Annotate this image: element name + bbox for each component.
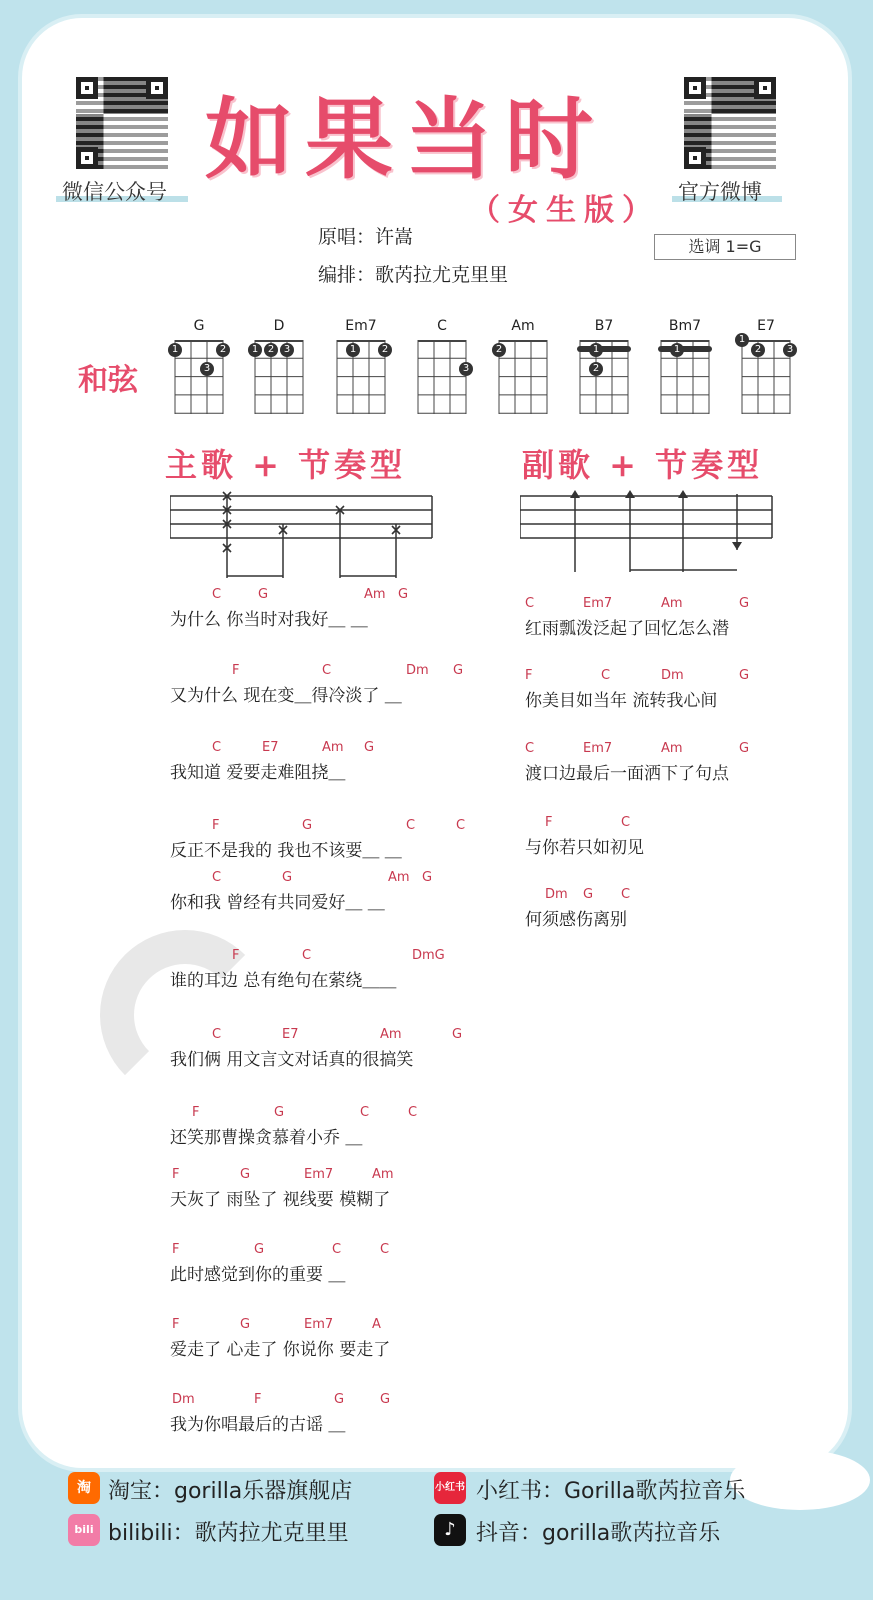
chord-symbol: DmG [412,948,445,963]
weibo-label: 官方微博 [678,180,762,204]
chord-symbol: C [456,818,466,833]
chord-symbol: C [212,740,222,755]
chorus-rhythm-pattern [520,490,775,580]
lyric-line: 爱走了 心走了 你说你 要走了 [170,1340,391,1360]
finger-dot: 1 [248,343,262,357]
chord-symbol: G [364,740,375,755]
lyric-line: 我为你唱最后的古谣 ＿ [170,1415,346,1435]
chord-symbol: F [232,948,240,963]
xiaohongshu-icon: 小红书 [434,1472,466,1504]
bilibili-icon: bili [68,1514,100,1546]
chord-symbol: C [380,1242,390,1257]
chord-symbol: C [525,596,535,611]
lyric-line: 谁的耳边 总有绝句在萦绕＿＿ [170,971,397,991]
chord-symbol: Am [661,741,683,756]
lyric-line: 你和我 曾经有共同爱好＿ ＿ [170,893,385,913]
bilibili-channel: bilibili：歌芮拉尤克里里 [108,1521,349,1546]
chord-symbol: G [240,1317,251,1332]
chord-symbol: Dm [661,668,684,683]
chord-symbol: F [545,815,553,830]
chord-symbol: G [282,870,293,885]
finger-dot: 1 [735,333,749,347]
weibo-qr-code [684,77,776,169]
chord-symbol: F [172,1317,180,1332]
finger-dot: 1 [670,343,684,357]
lyric-line: 红雨瓢泼泛起了回忆怎么潜 [525,619,729,639]
chords-section-label: 和弦 [78,363,138,398]
chord-diagram-e7 [737,318,795,418]
arranger: 编排：歌芮拉尤克里里 [318,264,509,286]
lyric-line: 又为什么 现在变＿得冷淡了 ＿ [170,686,402,706]
lyric-line: 何须感伤离别 [525,910,627,930]
chord-symbol: C [621,815,631,830]
song-title: 如果当时 [205,87,606,191]
chord-symbol: C [601,668,611,683]
chord-symbol: Dm [545,887,568,902]
chord-symbol: G [422,870,433,885]
wechat-qr-code [76,77,168,169]
chord-name: Bm7 [668,318,702,334]
chord-symbol: C [332,1242,342,1257]
chord-symbol: G [453,663,464,678]
chord-symbol: Em7 [304,1167,334,1182]
verse-section-title: 主歌 + 节奏型 [165,446,407,484]
chord-symbol: F [172,1242,180,1257]
lyric-line: 反正不是我的 我也不该要＿ ＿ [170,841,402,861]
finger-dot: 2 [751,343,765,357]
finger-dot: 2 [589,362,603,376]
chord-symbol: C [406,818,416,833]
chord-symbol: C [525,741,535,756]
chord-symbol: G [258,587,269,602]
lyric-line: 我们俩 用文言文对话真的很搞笑 [170,1050,414,1070]
chord-symbol: Am [380,1027,402,1042]
finger-dot: 3 [783,343,797,357]
original-singer: 原唱：许嵩 [318,226,414,248]
taobao-icon: 淘 [68,1472,100,1504]
chord-symbol: Am [388,870,410,885]
lyric-line: 我知道 爱要走难阻挠＿ [170,763,346,783]
chord-symbol: G [398,587,409,602]
chord-symbol: G [240,1167,251,1182]
watermark-arc [100,930,270,1100]
finger-dot: 2 [264,343,278,357]
chord-name: E7 [757,318,775,334]
chord-diagram-c [413,318,471,418]
finger-dot: 3 [280,343,294,357]
chord-diagram-am [494,318,552,418]
chord-symbol: C [212,1027,222,1042]
chord-symbol: G [739,668,750,683]
chord-symbol: G [254,1242,265,1257]
chord-name: C [437,318,447,334]
chord-symbol: G [739,741,750,756]
chord-symbol: Am [661,596,683,611]
chord-symbol: C [322,663,332,678]
chord-name: G [193,318,205,334]
chord-diagram-bm7 [656,318,714,418]
verse-rhythm-pattern [170,490,435,580]
chord-symbol: G [452,1027,463,1042]
chord-diagram-g [170,318,228,418]
lyric-line: 天灰了 雨坠了 视线要 模糊了 [170,1190,391,1210]
finger-dot: 2 [492,343,506,357]
chord-symbol: Em7 [583,741,613,756]
chord-symbol: F [254,1392,262,1407]
key-selector: 选调 1=G [654,234,796,260]
chord-symbol: F [192,1105,200,1120]
chord-symbol: Am [364,587,386,602]
chord-symbol: C [212,870,222,885]
lyric-line: 你美目如当年 流转我心间 [525,691,718,711]
finger-dot: 3 [459,362,473,376]
chord-symbol: G [739,596,750,611]
chord-symbol: Em7 [583,596,613,611]
chord-symbol: Am [372,1167,394,1182]
chord-symbol: F [232,663,240,678]
douyin-icon: ♪ [434,1514,466,1546]
chord-symbol: G [334,1392,345,1407]
xiaohongshu-account: 小红书：Gorilla歌芮拉音乐 [476,1479,746,1504]
chord-symbol: Am [322,740,344,755]
barre-mark [577,346,631,352]
chord-symbol: C [408,1105,418,1120]
chord-name: D [273,318,285,334]
footer [0,1468,873,1600]
chorus-section-title: 副歌 + 节奏型 [522,446,764,484]
chord-diagram-d [250,318,308,418]
barre-mark [658,346,712,352]
song-subtitle: （女生版） [470,193,660,228]
chord-diagram-b7 [575,318,633,418]
chord-symbol: F [212,818,220,833]
finger-dot: 2 [378,343,392,357]
finger-dot: 1 [589,343,603,357]
chord-symbol: C [621,887,631,902]
chord-symbol: G [583,887,594,902]
lyric-line: 为什么 你当时对我好＿ ＿ [170,610,368,630]
finger-dot: 1 [346,343,360,357]
lyric-line: 与你若只如初见 [525,838,644,858]
finger-dot: 2 [216,343,230,357]
lyric-line: 还笑那曹操贪慕着小乔 ＿ [170,1128,363,1148]
chord-name: B7 [594,318,614,334]
chord-symbol: F [172,1167,180,1182]
lyric-line: 此时感觉到你的重要 ＿ [170,1265,346,1285]
finger-dot: 3 [200,362,214,376]
chord-symbol: E7 [282,1027,299,1042]
chord-symbol: F [525,668,533,683]
chord-symbol: Dm [172,1392,195,1407]
chord-symbol: C [212,587,222,602]
chord-symbol: G [274,1105,285,1120]
chord-symbol: G [380,1392,391,1407]
finger-dot: 1 [168,343,182,357]
chord-symbol: A [372,1317,381,1332]
chord-symbol: Em7 [304,1317,334,1332]
chord-name: Em7 [345,318,377,334]
chord-symbol: E7 [262,740,279,755]
douyin-account: 抖音：gorilla歌芮拉音乐 [476,1521,721,1546]
taobao-store: 淘宝：gorilla乐器旗舰店 [108,1479,353,1504]
lyric-line: 渡口边最后一面洒下了句点 [525,764,729,784]
chord-symbol: C [302,948,312,963]
wechat-label: 微信公众号 [62,180,167,204]
chord-symbol: C [360,1105,370,1120]
chord-name: Am [511,318,535,334]
chord-symbol: Dm [406,663,429,678]
chord-diagram-em7 [332,318,390,418]
chord-symbol: G [302,818,313,833]
